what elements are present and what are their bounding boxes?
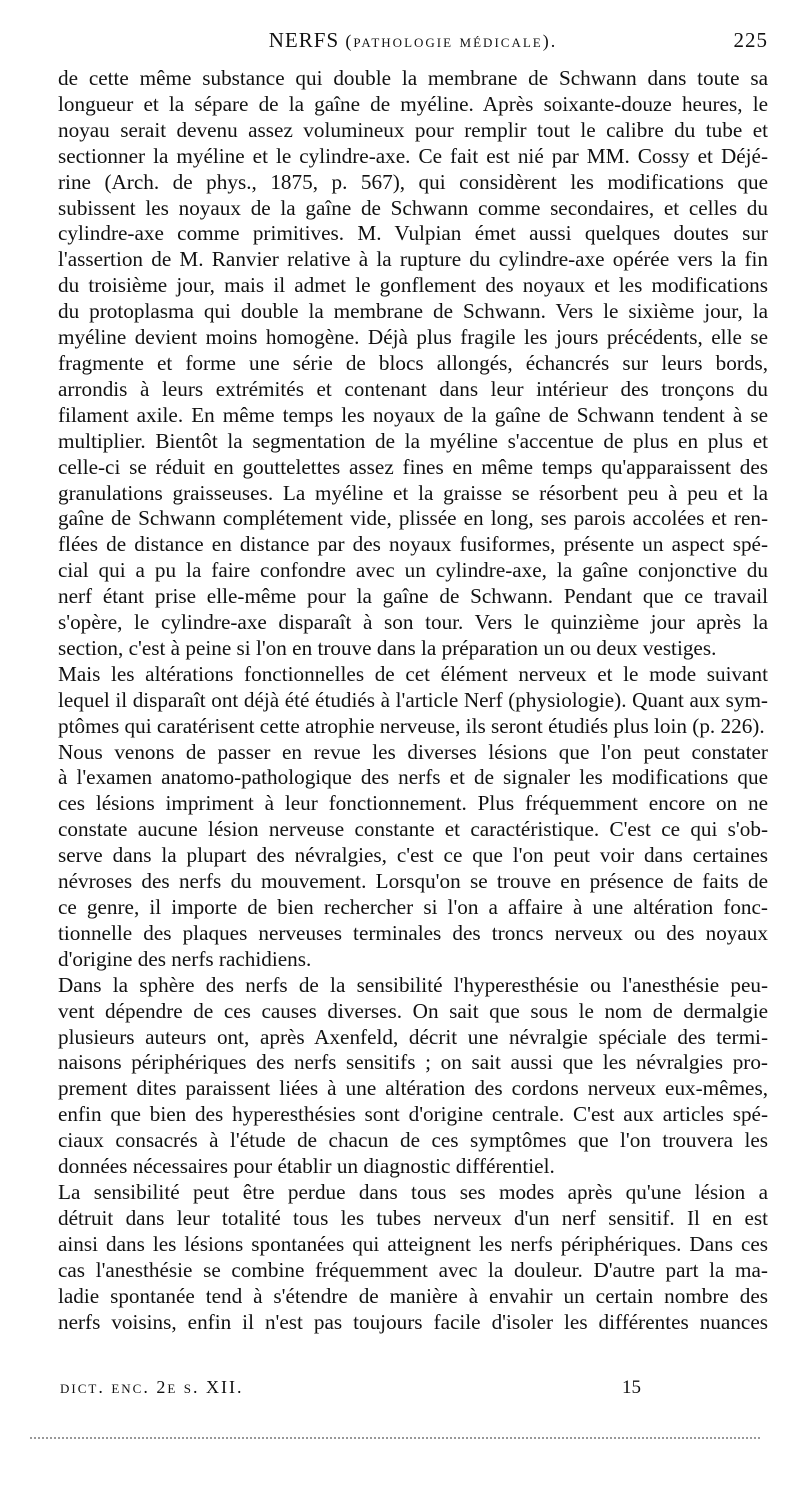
text-line: Nous venons de passer en revue les diverses lésions que l'on peut constater — [58, 739, 768, 764]
text-line: celle-ci se réduit en gouttelettes assez fines en même temps qu'apparaissent des — [58, 454, 768, 479]
text-line: filament axile. En même temps les noyaux de la gaîne de Schwann tendent à se — [58, 402, 768, 427]
text-line: détruit dans leur totalité tous les tubes nerveux d'un nerf sensitif. Il en est — [58, 1205, 768, 1230]
text-line: rine (Arch. de phys., 1875, p. 567), qui considèrent les modifications que — [58, 169, 768, 194]
text-line: ptômes qui caratérisent cette atrophie nerveuse, ils seront étudiés plus loin (p. 226). — [58, 713, 765, 738]
text-line: cas l'anesthésie se combine fréquemment avec la douleur. D'autre part la ma- — [58, 1257, 768, 1282]
text-line: d'origine des nerfs rachidiens. — [58, 946, 312, 971]
text-line: noyau serait devenu assez volumineux pour remplir tout le calibre du tube et — [58, 117, 768, 142]
text-line: du troisième jour, mais il admet le gonflement des noyaux et les modifications — [58, 273, 768, 298]
text-line: gaîne de Schwann complétement vide, plissée en long, ses parois accolées et ren- — [58, 506, 768, 531]
text-line: du protoplasma qui double la membrane de Schwann. Vers le sixième jour, la — [58, 299, 768, 324]
text-line: myéline devient moins homogène. Déjà plus fragile les jours précédents, elle se — [58, 325, 768, 350]
text-line: Mais les altérations fonctionnelles de cet élément nerveux et le mode suivant — [58, 661, 768, 686]
text-line: vent dépendre de ces causes diverses. On sait que sous le nom de dermalgie — [58, 998, 768, 1023]
text-line: constate aucune lésion nerveuse constante et caractéristique. C'est ce qui s'ob- — [58, 817, 768, 842]
text-line: cylindre-axe comme primitives. M. Vulpian émet aussi quelques doutes sur — [58, 221, 768, 246]
text-line: ces lésions impriment à leur fonctionnement. Plus fréquemment encore on ne — [58, 791, 768, 816]
footer-signature: dict. enc. 2e s. XII. — [60, 1377, 244, 1397]
text-line: plusieurs auteurs ont, après Axenfeld, décrit une névralgie spéciale des termi- — [58, 1024, 768, 1049]
body-text — [58, 66, 768, 1335]
text-line: nerf étant prise elle-même pour la gaîne de Schwann. Pendant que ce travail — [58, 584, 768, 609]
text-line: Dans la sphère des nerfs de la sensibilité l'hyperesthésie ou l'anesthésie peu- — [58, 972, 768, 997]
running-title-sub: (pathologie médicale). — [345, 31, 558, 51]
text-line: sectionner la myéline et le cylindre-axe. Ce fait est nié par MM. Cossy et Déjé- — [58, 143, 768, 168]
text-line: s'opère, le cylindre-axe disparaît à son tour. Vers le quinzième jour après la — [58, 610, 768, 635]
footer-sheet-number: 15 — [622, 1377, 641, 1398]
bottom-dotted-rule — [30, 1437, 760, 1443]
text-line: granulations graisseuses. La myéline et la graisse se résorbent peu à peu et la — [58, 480, 768, 505]
text-line: ciaux consacrés à l'étude de chacun de ces symptômes que l'on trouvera les — [58, 1128, 768, 1153]
text-line: section, c'est à peine si l'on en trouve dans la préparation un ou deux vestiges. — [58, 635, 717, 660]
running-title — [58, 28, 768, 53]
text-line: naisons périphériques des nerfs sensitifs ; on sait aussi que les névralgies pro- — [58, 1050, 768, 1075]
text-line: données nécessaires pour établir un diagnostic différentiel. — [58, 1154, 555, 1179]
document-page — [58, 22, 768, 1482]
text-line: cial qui a pu la faire confondre avec un cylindre-axe, la gaîne conjonctive du — [58, 558, 768, 583]
page-number: 225 — [733, 28, 768, 52]
text-line: prement dites paraissent liées à une altération des cordons nerveux eux-mêmes, — [58, 1076, 768, 1101]
text-line: fragmente et forme une série de blocs allongés, échancrés sur leurs bords, — [58, 350, 768, 375]
text-line: multiplier. Bientôt la segmentation de la myéline s'accentue de plus en plus et — [58, 428, 768, 453]
running-header — [58, 22, 768, 62]
text-line: serve dans la plupart des névralgies, c'est ce que l'on peut voir dans certaines — [58, 843, 768, 868]
text-line: La sensibilité peut être perdue dans tous ses modes après qu'une lésion a — [58, 1179, 768, 1204]
text-line: enfin que bien des hyperesthésies sont d'origine centrale. C'est aux articles spé- — [58, 1102, 768, 1127]
text-line: ce genre, il importe de bien rechercher si l'on a affaire à une altération fonc- — [58, 895, 768, 919]
text-line: ainsi dans les lésions spontanées qui atteignent les nerfs périphériques. Dans ces — [58, 1231, 768, 1256]
text-line: longueur et la sépare de la gaîne de myéline. Après soixante-douze heures, le — [58, 91, 768, 116]
text-line: nerfs voisins, enfin il n'est pas toujours facile d'isoler les différentes nuances — [58, 1309, 768, 1334]
text-line: de cette même substance qui double la membrane de Schwann dans toute sa — [58, 66, 768, 90]
text-line: l'assertion de M. Ranvier relative à la rupture du cylindre-axe opérée vers la fin — [58, 247, 768, 272]
running-title-main: NERFS — [268, 28, 340, 52]
text-line: lequel il disparaît ont déjà été étudiés à l'article Nerf (physiologie). Quant aux sym- — [58, 687, 768, 712]
text-line: subissent les noyaux de la gaîne de Schwann comme secondaires, et celles du — [58, 195, 768, 220]
text-line: tionnelle des plaques nerveuses terminales des troncs nerveux ou des noyaux — [58, 920, 768, 945]
page-footer — [30, 1377, 800, 1407]
text-line: à l'examen anatomo-pathologique des nerfs et de signaler les modifications que — [58, 765, 768, 790]
text-line: névroses des nerfs du mouvement. Lorsqu'on se trouve en présence de faits de — [58, 869, 768, 894]
text-line: ladie spontanée tend à s'étendre de manière à envahir un certain nombre des — [58, 1283, 768, 1308]
text-line: flées de distance en distance par des noyaux fusiformes, présente un aspect spé- — [58, 532, 768, 557]
text-line: arrondis à leurs extrémités et contenant dans leur intérieur des tronçons du — [58, 376, 768, 401]
